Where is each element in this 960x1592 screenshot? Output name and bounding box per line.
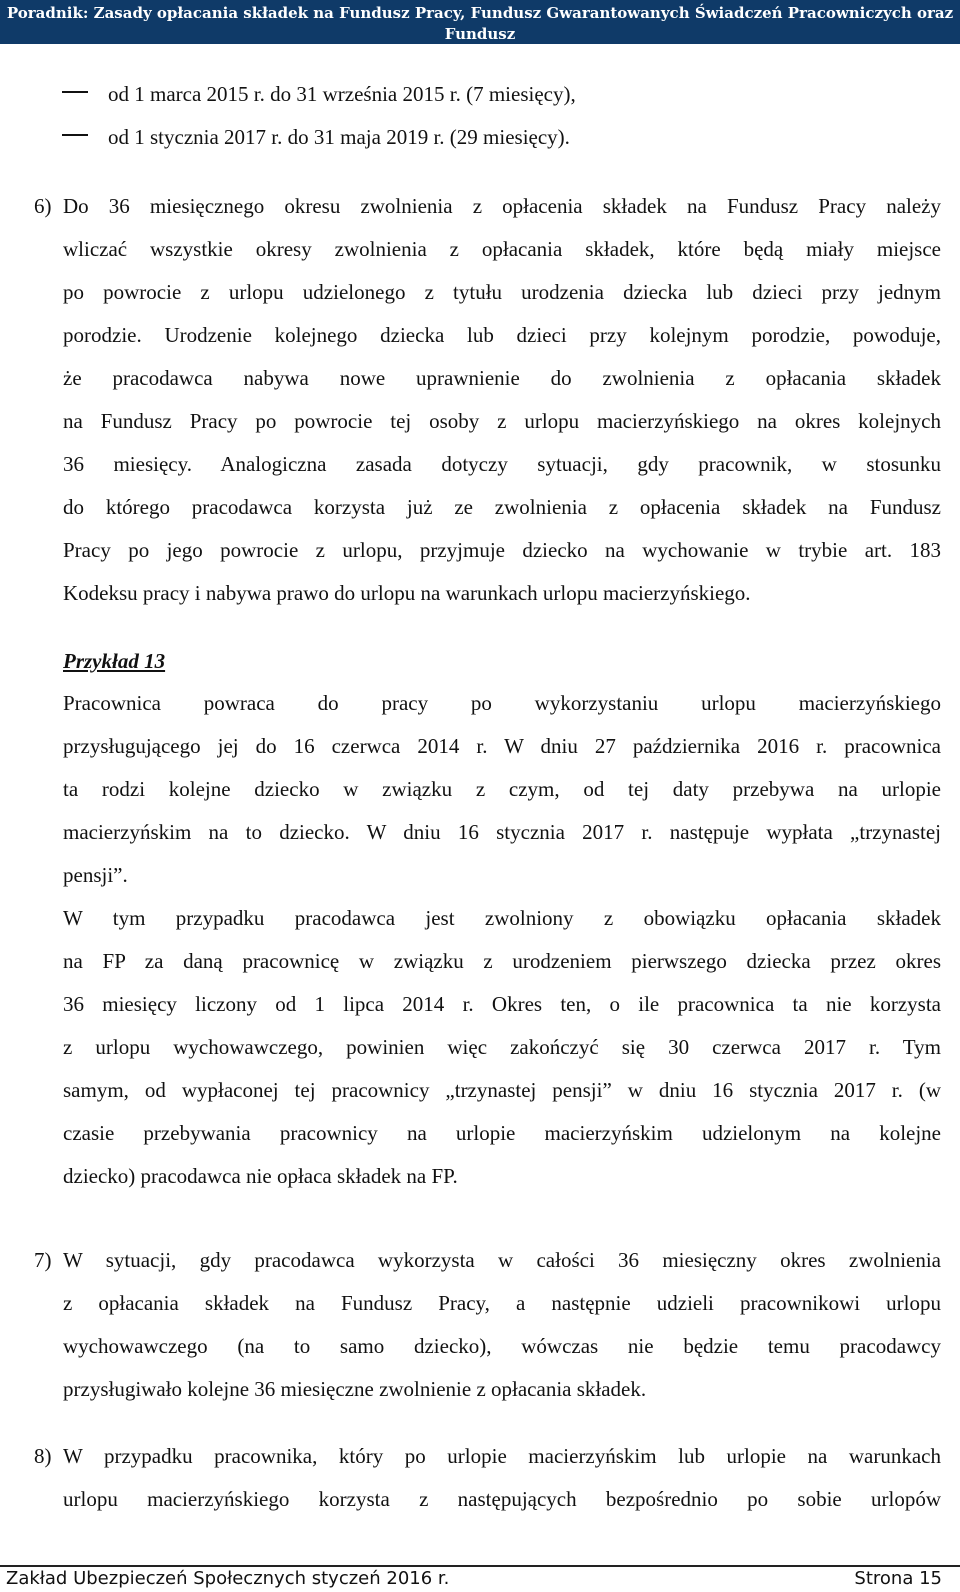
item6-line: 36 miesięcy. Analogiczna zasada dotyczy sytuacji, gdy pracownik, w stosunku [63,452,941,476]
example-line: na FP za daną pracownicę w związku z urodzeniem pierwszego dziecka przez okres [63,949,941,973]
item6-line: na Fundusz Pracy po powrocie tej osoby z urlopu macierzyńskiego na okres kolejnych [63,409,941,433]
item6-line: że pracodawca nabywa nowe uprawnienie do zwolnienia z opłacania składek [63,366,941,390]
bullet-item: od 1 stycznia 2017 r. do 31 maja 2019 r. (29 miesięcy). [108,125,570,149]
example-line: dziecko) pracodawca nie opłaca składek na FP. [63,1164,458,1188]
dash-bullet-icon [62,134,88,136]
header-line-2: Emerytur Pomostowych [380,46,580,64]
item6-line: Kodeksu pracy i nabywa prawo do urlopu na warunkach urlopu macierzyńskiego. [63,581,751,605]
item7-line: z opłacania składek na Fundusz Pracy, a następnie udzieli pracownikowi urlopu [63,1291,941,1315]
item6-line: Do 36 miesięcznego okresu zwolnienia z opłacenia składek na Fundusz Pracy należy [63,194,941,218]
item6-line: porodzie. Urodzenie kolejnego dziecka lub dzieci przy kolejnym porodzie, powoduje, [63,323,941,347]
example-line: ta rodzi kolejne dziecko w związku z czym, od tej daty przebywa na urlopie [63,777,941,801]
item7-line: przysługiwało kolejne 36 miesięczne zwolnienie z opłacania składek. [63,1377,647,1401]
example-line: W tym przypadku pracodawca jest zwolniony z obowiązku opłacania składek [63,906,941,930]
footer-publisher: Zakład Ubezpieczeń Społecznych styczeń 2016 r. [6,1568,450,1589]
example-line: pensji”. [63,863,128,887]
document-header [0,0,960,64]
item-number: 8) [34,1444,52,1468]
item-number: 7) [34,1248,52,1272]
item7-line: W sytuacji, gdy pracodawca wykorzysta w całości 36 miesięczny okres zwolnienia [63,1248,941,1272]
item6-line: do którego pracodawca korzysta już ze zwolnienia z opłacenia składek na Fundusz [63,495,941,519]
example-line: samym, od wypłaconej tej pracownicy „trzynastej pensji” w dniu 16 stycznia 2017 r. (w [63,1078,941,1102]
example-line: z urlopu wychowawczego, powinien więc zakończyć się 30 czerwca 2017 r. Tym [63,1035,941,1059]
example-line: 36 miesięcy liczony od 1 lipca 2014 r. Okres ten, o ile pracownica ta nie korzysta [63,992,941,1016]
example-line: macierzyńskim na to dziecko. W dniu 16 stycznia 2017 r. następuje wypłata „trzynastej [63,820,941,844]
item6-line: wliczać wszystkie okresy zwolnienia z opłacania składek, które będą miały miejsce [63,237,941,261]
page-number: Strona 15 [854,1568,942,1589]
example-line: przysługującego jej do 16 czerwca 2014 r. W dniu 27 października 2016 r. pracownica [63,734,941,758]
example-title: Przykład 13 [63,649,166,673]
item6-line: Pracy po jego powrocie z urlopu, przyjmuje dziecko na wychowanie w trybie art. 183 [63,538,941,562]
item8-line: W przypadku pracownika, który po urlopie macierzyńskim lub urlopie na warunkach [63,1444,941,1468]
item7-line: wychowawczego (na to samo dziecko), wówczas nie będzie temu pracodawcy [63,1334,941,1358]
header-line-1: Poradnik: Zasady opłacania składek na Fundusz Pracy, Fundusz Gwarantowanych Świadczeń Pracowniczych oraz Fundusz [6,4,954,43]
dash-bullet-icon [62,91,88,93]
example-line: Pracownica powraca do pracy po wykorzystaniu urlopu macierzyńskiego [63,691,941,715]
bullet-item: od 1 marca 2015 r. do 31 września 2015 r. (7 miesięcy), [108,82,576,106]
example-line: czasie przebywania pracownicy na urlopie macierzyńskim udzielonym na kolejne [63,1121,941,1145]
item8-line: urlopu macierzyńskiego korzysta z następujących bezpośrednio po sobie urlopów [63,1487,941,1511]
item-number: 6) [34,194,52,218]
item6-line: po powrocie z urlopu udzielonego z tytułu urodzenia dziecka lub dzieci przy jednym [63,280,941,304]
document-footer [0,1565,960,1592]
